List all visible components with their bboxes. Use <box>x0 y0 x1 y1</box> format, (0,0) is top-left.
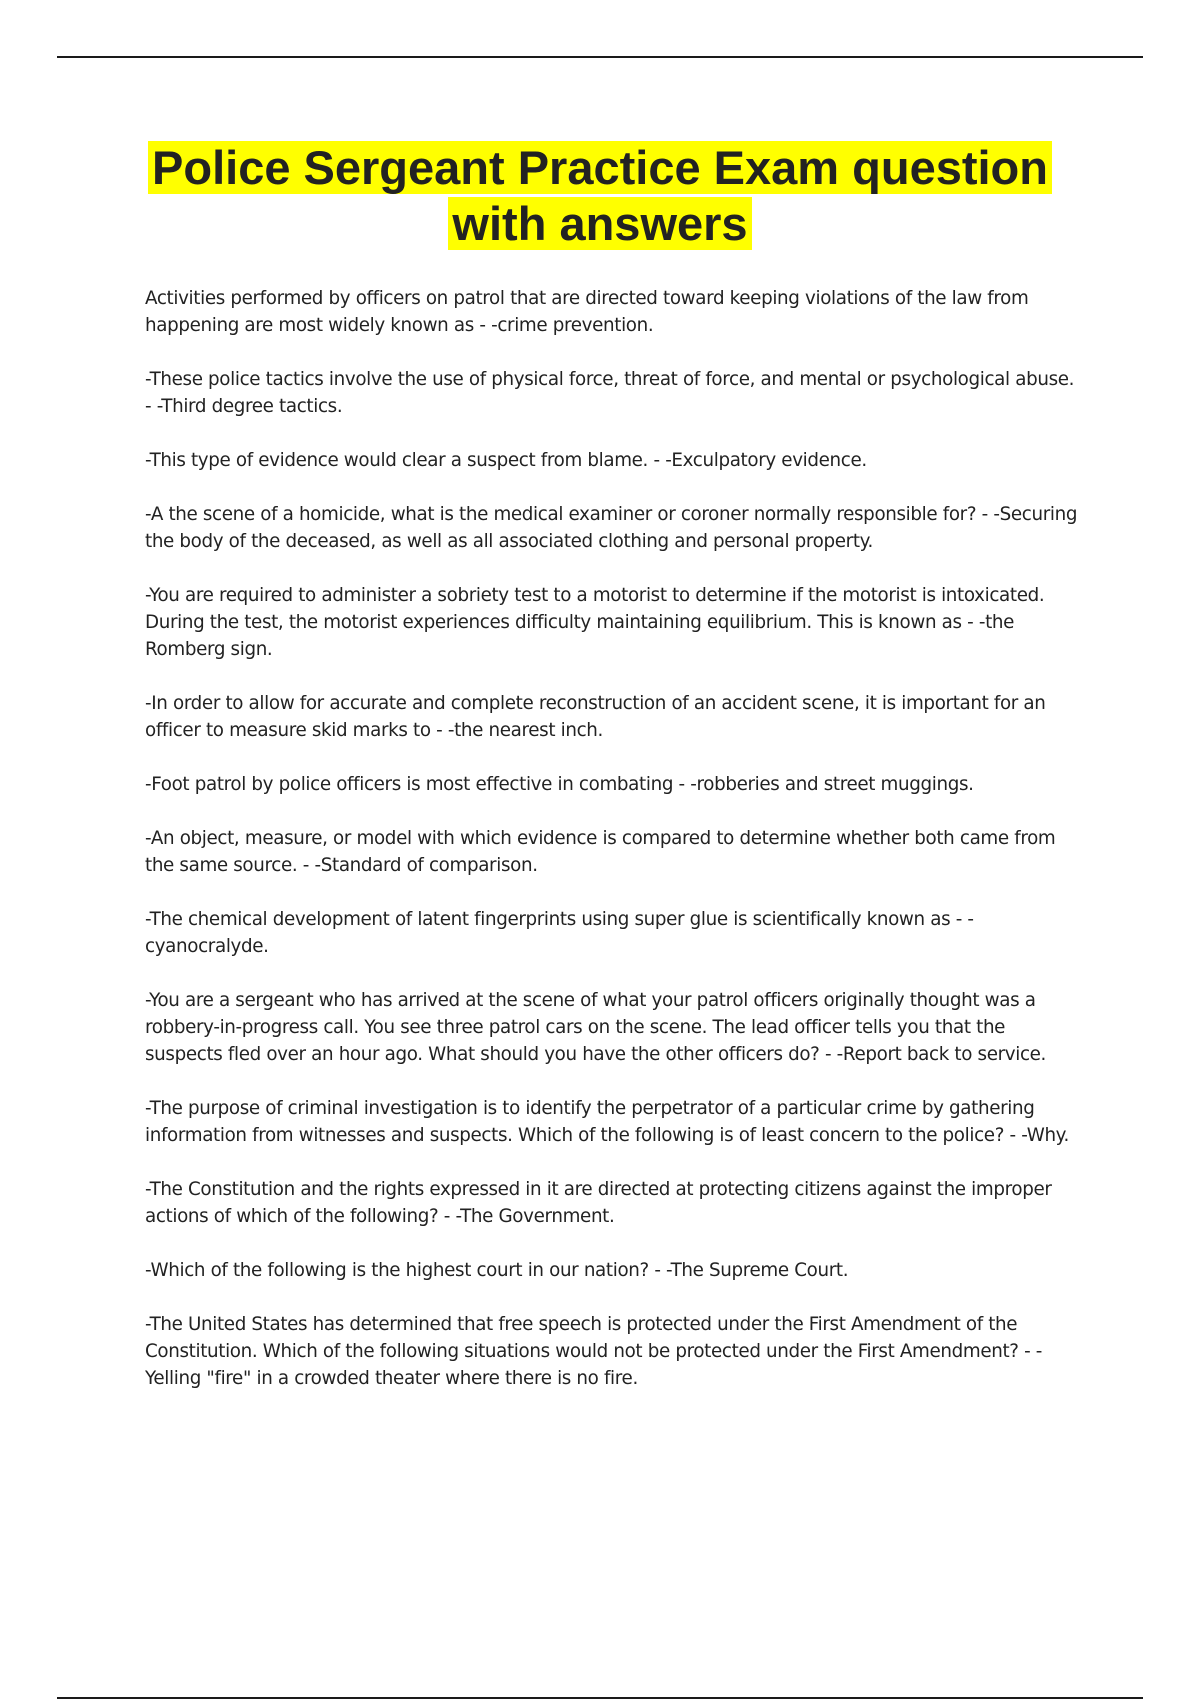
question-item: -This type of evidence would clear a suspect from blame. - -Exculpatory evidence. <box>145 450 867 471</box>
footer-rule <box>57 1697 1143 1699</box>
question-item: -In order to allow for accurate and complete reconstruction of an accident scene, it is important for an officer to measure skid marks to - -the nearest inch. <box>145 693 1046 741</box>
question-item: -The chemical development of latent fingerprints using super glue is scientifically known as - -cyanocralyde. <box>145 909 974 957</box>
question-item: -A the scene of a homicide, what is the medical examiner or coroner normally responsible for? - -Securing the body of the deceased, as well as all associated clothing and personal property. <box>145 504 1078 552</box>
title-line-2: with answers <box>100 196 1100 252</box>
question-item: -The Constitution and the rights expressed in it are directed at protecting citizens against the improper actions of which of the following? - -The Government. <box>145 1179 1052 1227</box>
question-item: -The United States has determined that free speech is protected under the First Amendment of the Constitution. Which of the following situations would not be protected under the First Amendment? - -Yelling "fire" in a crowded theater where there is no fire. <box>145 1314 1043 1389</box>
question-item: -Foot patrol by police officers is most effective in combating - -robberies and street muggings. <box>145 774 974 795</box>
page-title <box>100 140 1100 252</box>
question-item: Activities performed by officers on patrol that are directed toward keeping violations of the law from happening are most widely known as - -crime prevention. <box>145 288 1029 336</box>
question-item: -You are a sergeant who has arrived at the scene of what your patrol officers originally thought was a robbery-in-progress call. You see three patrol cars on the scene. The lead officer tells you that the suspects fled over an hour ago. What should you have the other officers do? - -Report back to service. <box>145 990 1047 1065</box>
question-list <box>145 285 1085 1419</box>
question-item: -Which of the following is the highest court in our nation? - -The Supreme Court. <box>145 1260 849 1281</box>
question-item: -These police tactics involve the use of physical force, threat of force, and mental or psychological abuse. - -Third degree tactics. <box>145 369 1075 417</box>
question-item: -You are required to administer a sobriety test to a motorist to determine if the motorist is intoxicated. During the test, the motorist experiences difficulty maintaining equilibrium. This is known as - -the Romberg sign. <box>145 585 1045 660</box>
question-item: -An object, measure, or model with which evidence is compared to determine whether both came from the same source. - -Standard of comparison. <box>145 828 1056 876</box>
question-item: -The purpose of criminal investigation is to identify the perpetrator of a particular crime by gathering information from witnesses and suspects. Which of the following is of least concern to the police? - -Why. <box>145 1098 1070 1146</box>
title-line-1: Police Sergeant Practice Exam question <box>100 140 1100 196</box>
header-rule <box>57 56 1143 58</box>
